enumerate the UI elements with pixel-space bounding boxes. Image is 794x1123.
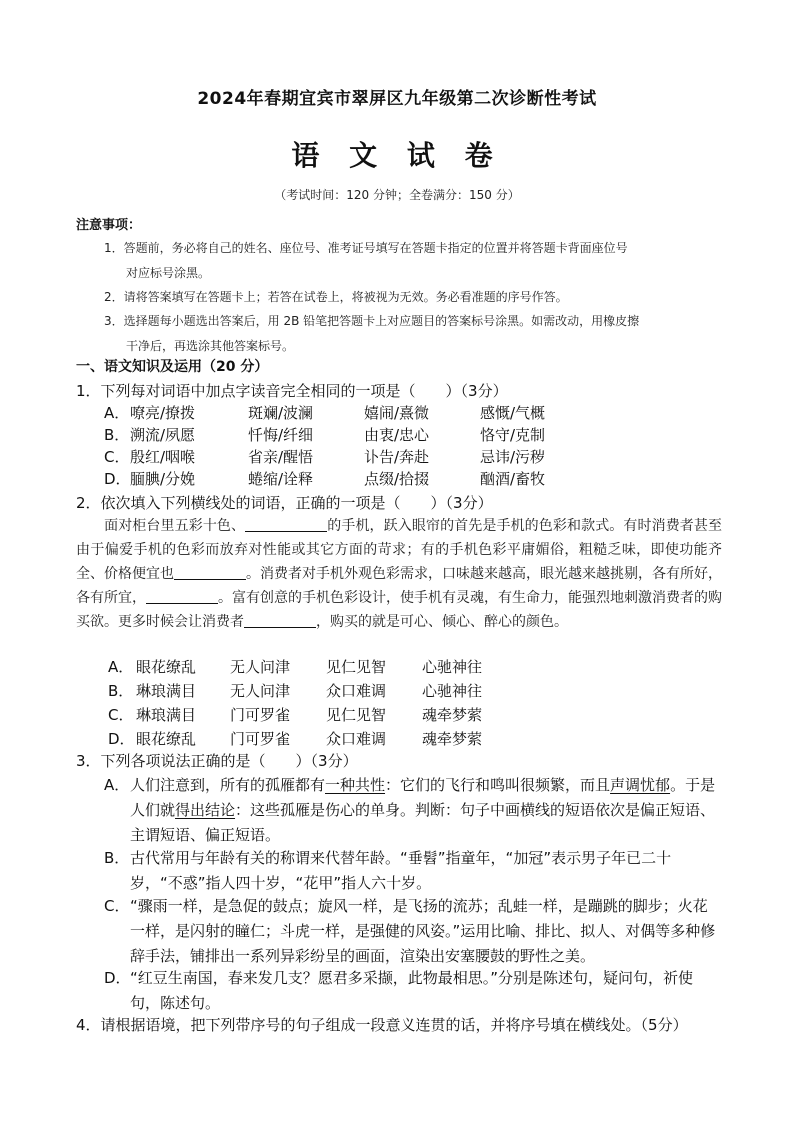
question-3-stem: 3．下列各项说法正确的是（ ）（3分） bbox=[76, 752, 358, 770]
fill-blank-3 bbox=[146, 587, 218, 604]
exam-info: （考试时间：120 分钟；全卷满分：150 分） bbox=[274, 188, 520, 202]
option-text: “骤雨一样，是急促的鼓点；旋风一样，是飞扬的流苏；乱蛙一样，是蹦跳的脚步；火花一样，是闪射的瞳仁；斗虎一样，是强健的风姿。”运用比喻、排比、拟人、对偶等多种修辞手法，铺排出一系列异彩纷呈的画面，渲染出安塞腰鼓的野性之美。 bbox=[130, 897, 716, 965]
option-text: ：它们的飞行和鸣叫很频繁，而且 bbox=[385, 776, 611, 794]
q3-option-d bbox=[104, 966, 722, 1016]
idiom: 眼花缭乱 bbox=[136, 730, 197, 748]
notice-item-2 bbox=[104, 285, 720, 310]
notice-item-3 bbox=[104, 309, 720, 359]
exam-title: 2024年春期宜宾市翠屏区九年级第二次诊断性考试 bbox=[197, 89, 597, 109]
idiom: 众口难调 bbox=[326, 682, 387, 700]
idiom: 心驰神往 bbox=[422, 682, 483, 700]
word-pair: 忌讳/污秽 bbox=[480, 448, 546, 466]
passage-text: 。富有创意的手机色彩设计，使手机有灵魂，有生命力，能强烈地刺激消费者的购买欲。更多时候会让消费者 bbox=[76, 590, 722, 630]
idiom: 见仁见智 bbox=[326, 658, 387, 676]
idiom: 无人问津 bbox=[230, 682, 291, 700]
idiom: 见仁见智 bbox=[326, 706, 387, 724]
idiom: 魂牵梦萦 bbox=[422, 706, 483, 724]
option-text: 人们注意到，所有的孤雁都有 bbox=[130, 776, 326, 794]
passage-text: 面对柜台里五彩十色、 bbox=[104, 518, 246, 534]
passage-text: 。消费者对手机外观色彩需求，口味越来越高，眼光越来越挑剔，各有所好，各有所宜， bbox=[76, 566, 722, 606]
idiom: 心驰神往 bbox=[422, 658, 483, 676]
underlined-phrase-3: 得出结论 bbox=[175, 801, 236, 819]
word-pair: 溯流/夙愿 bbox=[130, 426, 196, 444]
underlined-phrase-2: 声调忧郁 bbox=[610, 776, 671, 794]
word-pair: 点缀/拾掇 bbox=[364, 470, 430, 488]
word-pair: 忏悔/纤细 bbox=[248, 426, 314, 444]
option-text: 古代常用与年龄有关的称谓来代替年龄。“垂髫”指童年，“加冠”表示男子年已二十岁，“不惑”指人四十岁，“花甲”指人六十岁。 bbox=[130, 849, 672, 892]
notice-item-3-line1: 3．选择题每小题选出答案后，用 2B 铅笔把答题卡上对应题目的答案标号涂黑。如需改动，用橡皮擦 bbox=[104, 314, 640, 328]
q3-option-a bbox=[104, 773, 722, 848]
option-text: “红豆生南国，春来发几支？愿君多采撷，此物最相思。”分别是陈述句，疑问句，祈使句，陈述句。 bbox=[130, 969, 694, 1012]
option-label: B． bbox=[104, 849, 130, 867]
q2-passage bbox=[76, 514, 722, 634]
notice-item-1-line2: 对应标号涂黑。 bbox=[126, 266, 211, 280]
option-label: B． bbox=[108, 682, 134, 700]
word-pair: 恪守/克制 bbox=[480, 426, 546, 444]
q3-option-b bbox=[104, 846, 722, 896]
option-label: A． bbox=[108, 658, 134, 676]
word-pair: 嘹亮/撩拨 bbox=[130, 404, 196, 422]
notice-item-1-line1: 1．答题前，务必将自己的姓名、座位号、准考证号填写在答题卡指定的位置并将答题卡背面座位号 bbox=[104, 241, 628, 255]
section-title: 一、语文知识及运用（20 分） bbox=[76, 359, 269, 375]
notice-item-1 bbox=[104, 236, 720, 286]
option-label: D． bbox=[108, 730, 135, 748]
option-label: A． bbox=[104, 404, 130, 422]
passage-text: 的手机，跃入眼帘的首先是手机的色彩和款式。有时消费者甚至由于偏爱手机的色彩而放弃对性能或其它方面的苛求；有的手机色彩平庸媚俗，粗糙乏味，即使功能齐全、价格便宜也 bbox=[76, 518, 723, 582]
word-pair: 省亲/醒悟 bbox=[248, 448, 314, 466]
option-text: ：这些孤雁是伤心的单身。判断：句子中画横线的短语依次是偏正短语、主谓短语、偏正短语。 bbox=[130, 801, 716, 844]
word-pair: 嬉闹/熹微 bbox=[364, 404, 430, 422]
fill-blank-2 bbox=[174, 563, 246, 580]
notice-item-2-line1: 2．请将答案填写在答题卡上；若答在试卷上，将被视为无效。务必看准题的序号作答。 bbox=[104, 290, 568, 304]
word-pair: 斑斓/波澜 bbox=[248, 404, 314, 422]
passage-text: ，购买的就是可心、倾心、醉心的颜色。 bbox=[316, 614, 568, 630]
question-4-stem: 4．请根据语境，把下列带序号的句子组成一段意义连贯的话，并将序号填在横线处。（5分） bbox=[76, 1016, 688, 1034]
option-label: B． bbox=[104, 426, 130, 444]
word-pair: 殷红/咽喉 bbox=[130, 448, 196, 466]
idiom: 门可罗雀 bbox=[230, 730, 291, 748]
question-1-stem: 1．下列每对词语中加点字读音完全相同的一项是（ ）（3分） bbox=[76, 382, 508, 400]
notice-heading: 注意事项： bbox=[76, 218, 142, 233]
word-pair: 由衷/忠心 bbox=[364, 426, 430, 444]
subject-title: 语 文 试 卷 bbox=[291, 139, 503, 172]
word-pair: 蜷缩/诠释 bbox=[248, 470, 314, 488]
underlined-phrase-1: 一种共性 bbox=[325, 776, 386, 794]
option-label: C． bbox=[108, 706, 134, 724]
fill-blank-1 bbox=[245, 515, 327, 532]
q3-option-c bbox=[104, 894, 722, 969]
fill-blank-4 bbox=[244, 611, 316, 628]
idiom: 门可罗雀 bbox=[230, 706, 291, 724]
word-pair: 酗酒/畜牧 bbox=[480, 470, 546, 488]
word-pair: 讣告/奔赴 bbox=[364, 448, 430, 466]
option-label: C． bbox=[104, 897, 130, 915]
option-label: C． bbox=[104, 448, 130, 466]
idiom: 众口难调 bbox=[326, 730, 387, 748]
idiom: 眼花缭乱 bbox=[136, 658, 197, 676]
word-pair: 感慨/气概 bbox=[480, 404, 546, 422]
option-label: D． bbox=[104, 470, 131, 488]
notice-item-3-line2: 干净后，再选涂其他答案标号。 bbox=[126, 339, 295, 353]
idiom: 琳琅满目 bbox=[136, 706, 197, 724]
idiom: 琳琅满目 bbox=[136, 682, 197, 700]
word-pair: 腼腆/分娩 bbox=[130, 470, 196, 488]
question-2-stem: 2．依次填入下列横线处的词语，正确的一项是（ ）（3分） bbox=[76, 494, 493, 512]
option-label: A． bbox=[104, 776, 130, 794]
option-label: D． bbox=[104, 969, 131, 987]
idiom: 魂牵梦萦 bbox=[422, 730, 483, 748]
idiom: 无人问津 bbox=[230, 658, 291, 676]
option-text: 。于是人们就 bbox=[130, 776, 716, 819]
